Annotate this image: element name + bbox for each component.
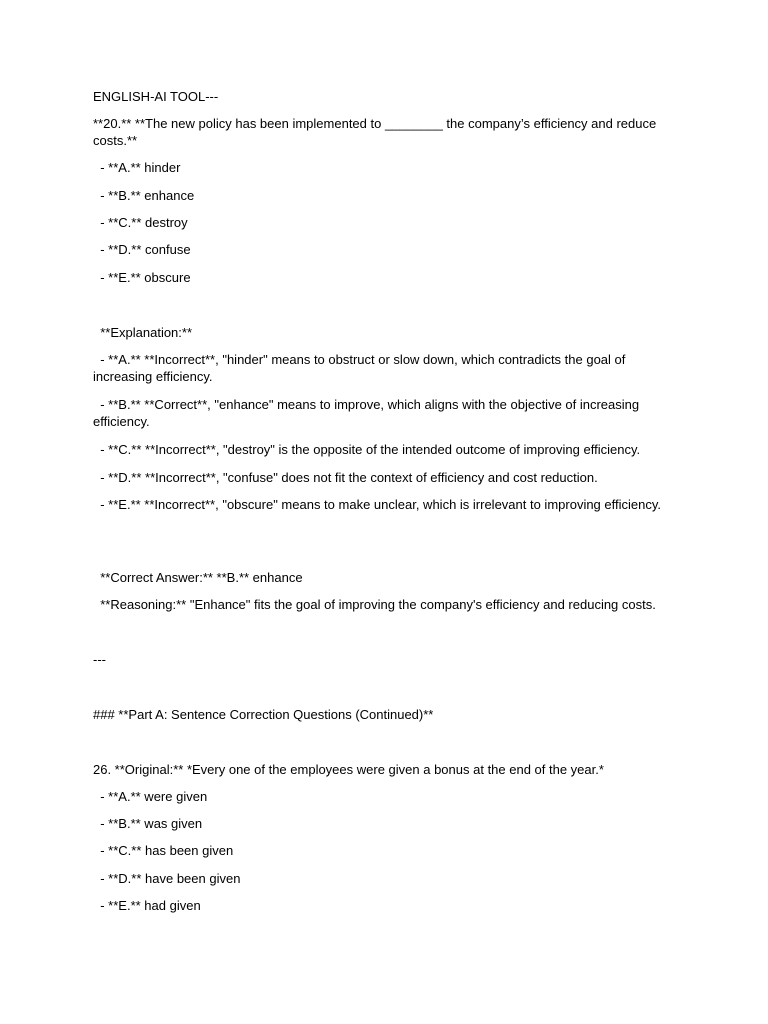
document-header: ENGLISH-AI TOOL--- [93,89,219,104]
explanation-d: - **D.** **Incorrect**, "confuse" does not fit the context of efficiency and cost reduction. [93,470,598,485]
section-separator: --- [93,652,106,667]
question-20-option-b: - **B.** enhance [93,188,195,203]
explanation-e: - **E.** **Incorrect**, "obscure" means to make unclear, which is irrelevant to improving efficiency. [93,497,662,512]
question-26-option-d: - **D.** have been given [93,871,241,886]
question-26-option-a: - **A.** were given [93,789,208,804]
question-26-option-e: - **E.** had given [93,898,201,913]
section-heading: ### **Part A: Sentence Correction Questions (Continued)** [93,707,434,722]
question-20-option-e: - **E.** obscure [93,270,191,285]
question-20-option-a: - **A.** hinder [93,160,181,175]
question-26-option-b: - **B.** was given [93,816,203,831]
question-26-stem: 26. **Original:** *Every one of the employees were given a bonus at the end of the year.* [93,762,604,777]
explanation-a: - **A.** **Incorrect**, "hinder" means to obstruct or slow down, which contradicts the goal of increasing efficiency. [93,352,630,384]
correct-answer: **Correct Answer:** **B.** enhance [93,570,303,585]
reasoning: **Reasoning:** "Enhance" fits the goal of improving the company's efficiency and reducing costs. [93,597,656,612]
question-26-option-c: - **C.** has been given [93,843,234,858]
explanation-c: - **C.** **Incorrect**, "destroy" is the opposite of the intended outcome of improving efficiency. [93,442,641,457]
explanation-b: - **B.** **Correct**, "enhance" means to improve, which aligns with the objective of increasing efficiency. [93,397,643,429]
explanation-label: **Explanation:** [93,325,193,340]
question-20-option-c: - **C.** destroy [93,215,188,230]
question-20-stem: **20.** **The new policy has been implemented to ________ the company’s efficiency and reduce costs.** [93,116,660,148]
question-20-option-d: - **D.** confuse [93,242,191,257]
